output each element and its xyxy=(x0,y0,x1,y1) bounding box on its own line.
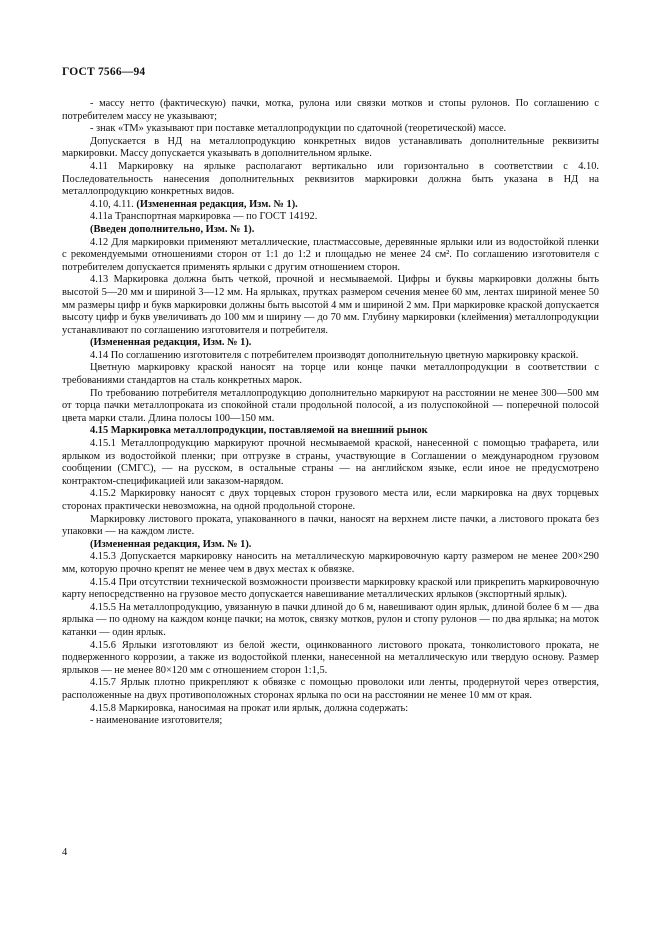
paragraph-bold-part: (Измененная редакция, Изм. № 1). xyxy=(136,198,298,210)
paragraph: 4.15.2 Маркировку наносят с двух торцевых сторон грузового места или, если маркировка на двух торцевых сторонах практически невозможна, на одной продольной стороне. xyxy=(62,488,599,512)
paragraph: 4.15.3 Допускается маркировку наносить на металлическую маркировочную карту размером не менее 200×290 мм, которую прочно крепят не менее чем в двух местах к обвязке. xyxy=(62,551,599,575)
document-header: ГОСТ 7566—94 xyxy=(62,66,146,78)
paragraph: 4.15.7 Ярлык плотно прикрепляют к обвязке с помощью проволоки или ленты, продернутой через отверстия, расположенные на двух противоположных сторонах ярлыка по оси на расстоянии не менее 10 мм от края. xyxy=(62,677,599,701)
paragraph: - знак «ТМ» указывают при поставке металлопродукции по сдаточной (теоретической) массе. xyxy=(90,123,507,135)
paragraph: 4.15.1 Металлопродукцию маркируют прочной несмываемой краской, нанесенной с помощью трафарета, или ярлыком из водостойкой пленки; при отгрузке в страны, участвующие в Соглашении о международном грузовом сообщении (СМГС), — на русском, в остальные страны — на английском языке, если иное не предусмотрено контрактом-спецификацией или заказом-нарядом. xyxy=(62,438,599,487)
paragraph: По требованию потребителя металлопродукцию дополнительно маркируют на расстоянии не менее 300—500 мм от торца пачки металлопроката из спокойной стали продольной полосой, а из полуспокойной — поперечной полосой цвета марки стали. Длина полосы 100—150 мм. xyxy=(62,387,599,424)
document-body xyxy=(62,98,599,728)
paragraph: (Измененная редакция, Изм. № 1). xyxy=(90,337,252,349)
paragraph: (Измененная редакция, Изм. № 1). xyxy=(90,538,252,550)
paragraph: Допускается в НД на металлопродукцию конкретных видов устанавливать дополнительные реквизиты маркировки. Массу допускается указывать в дополнительном ярлыке. xyxy=(62,135,599,160)
paragraph: Цветную маркировку краской наносят на торце или конце пачки металлопродукции в соответствии с требованиями стандартов на сталь конкретных марок. xyxy=(62,362,599,387)
paragraph: 4.15.6 Ярлыки изготовляют из белой жести, оцинкованного листового проката, тонколистового проката, не подверженного коррозии, а также из водостойкой пленки, нанесенной на металлическую или твердую основу. Размер ярлыков — не менее 80×120 мм с отношением сторон 1:1,5. xyxy=(62,639,599,676)
paragraph: Маркировку листового проката, упакованного в пачки, наносят на верхнем листе пачки, а листового проката без упаковки — на каждом листе. xyxy=(62,513,599,538)
page-number: 4 xyxy=(62,847,68,858)
paragraph: 4.11а Транспортная маркировка — по ГОСТ 14192. xyxy=(90,211,318,223)
paragraph xyxy=(62,199,599,212)
paragraph: 4.15.4 При отсутствии технической возможности произвести маркировку краской или прикрепить маркировочную карту непосредственно на грузовое место допускается навешивание металлических ярлыков (экспортный ярлык). xyxy=(62,576,599,601)
paragraph: 4.15.5 На металлопродукцию, увязанную в пачки длиной до 6 м, навешивают один ярлык, длиной более 6 м — два ярлыка — по одному на каждом конце пачки; на моток, связку мотков, рулон и стопу рулонов — по два ярлыка; на моток катанки — один ярлык. xyxy=(62,601,599,638)
paragraph-plain-part: 4.10, 4.11. xyxy=(90,198,137,210)
paragraph: - массу нетто (фактическую) пачки, мотка, рулона или связки мотков и стопы рулонов. По соглашению с потребителем массу не указывают; xyxy=(62,98,599,122)
paragraph: - наименование изготовителя; xyxy=(90,715,223,727)
paragraph: (Введен дополнительно, Изм. № 1). xyxy=(90,223,255,235)
paragraph: 4.15 Маркировка металлопродукции, поставляемой на внешний рынок xyxy=(90,425,428,437)
paragraph: 4.11 Маркировку на ярлыке располагают вертикально или горизонтально в соответствии с 4.10. Последовательность нанесения дополнительных реквизитов маркировки должна быть указана в НД на металлопродукцию конкретных видов. xyxy=(62,160,599,198)
paragraph: 4.12 Для маркировки применяют металлические, пластмассовые, деревянные ярлыки или из водостойкой пленки с рекомендуемыми отношениями сторон от 1:1 до 1:2 и площадью не менее 24 см². По соглашению изготовителя с потребителем допускается применять ярлыки с другим отношением сторон. xyxy=(62,236,599,273)
paragraph: 4.14 По соглашению изготовителя с потребителем производят дополнительную цветную маркировку краской. xyxy=(90,349,579,361)
paragraph: 4.15.8 Маркировка, наносимая на прокат или ярлык, должна содержать: xyxy=(90,702,409,714)
paragraph: 4.13 Маркировка должна быть четкой, прочной и несмываемой. Цифры и буквы маркировки должны быть высотой 5—20 мм и шириной 3—12 мм. На ярлыках, прутках размером сечения менее 60 мм, лентах шириной менее 50 мм размеры цифр и букв маркировки должны быть высотой 4 мм и шириной 2 мм. При маркировке краской допускается высоту цифр и букв увеличивать до 100 мм и ширину — до 70 мм. Глубину маркировки (клеймения) металлопродукции устанавливают по соглашению изготовителя и потребителя. xyxy=(62,274,599,336)
